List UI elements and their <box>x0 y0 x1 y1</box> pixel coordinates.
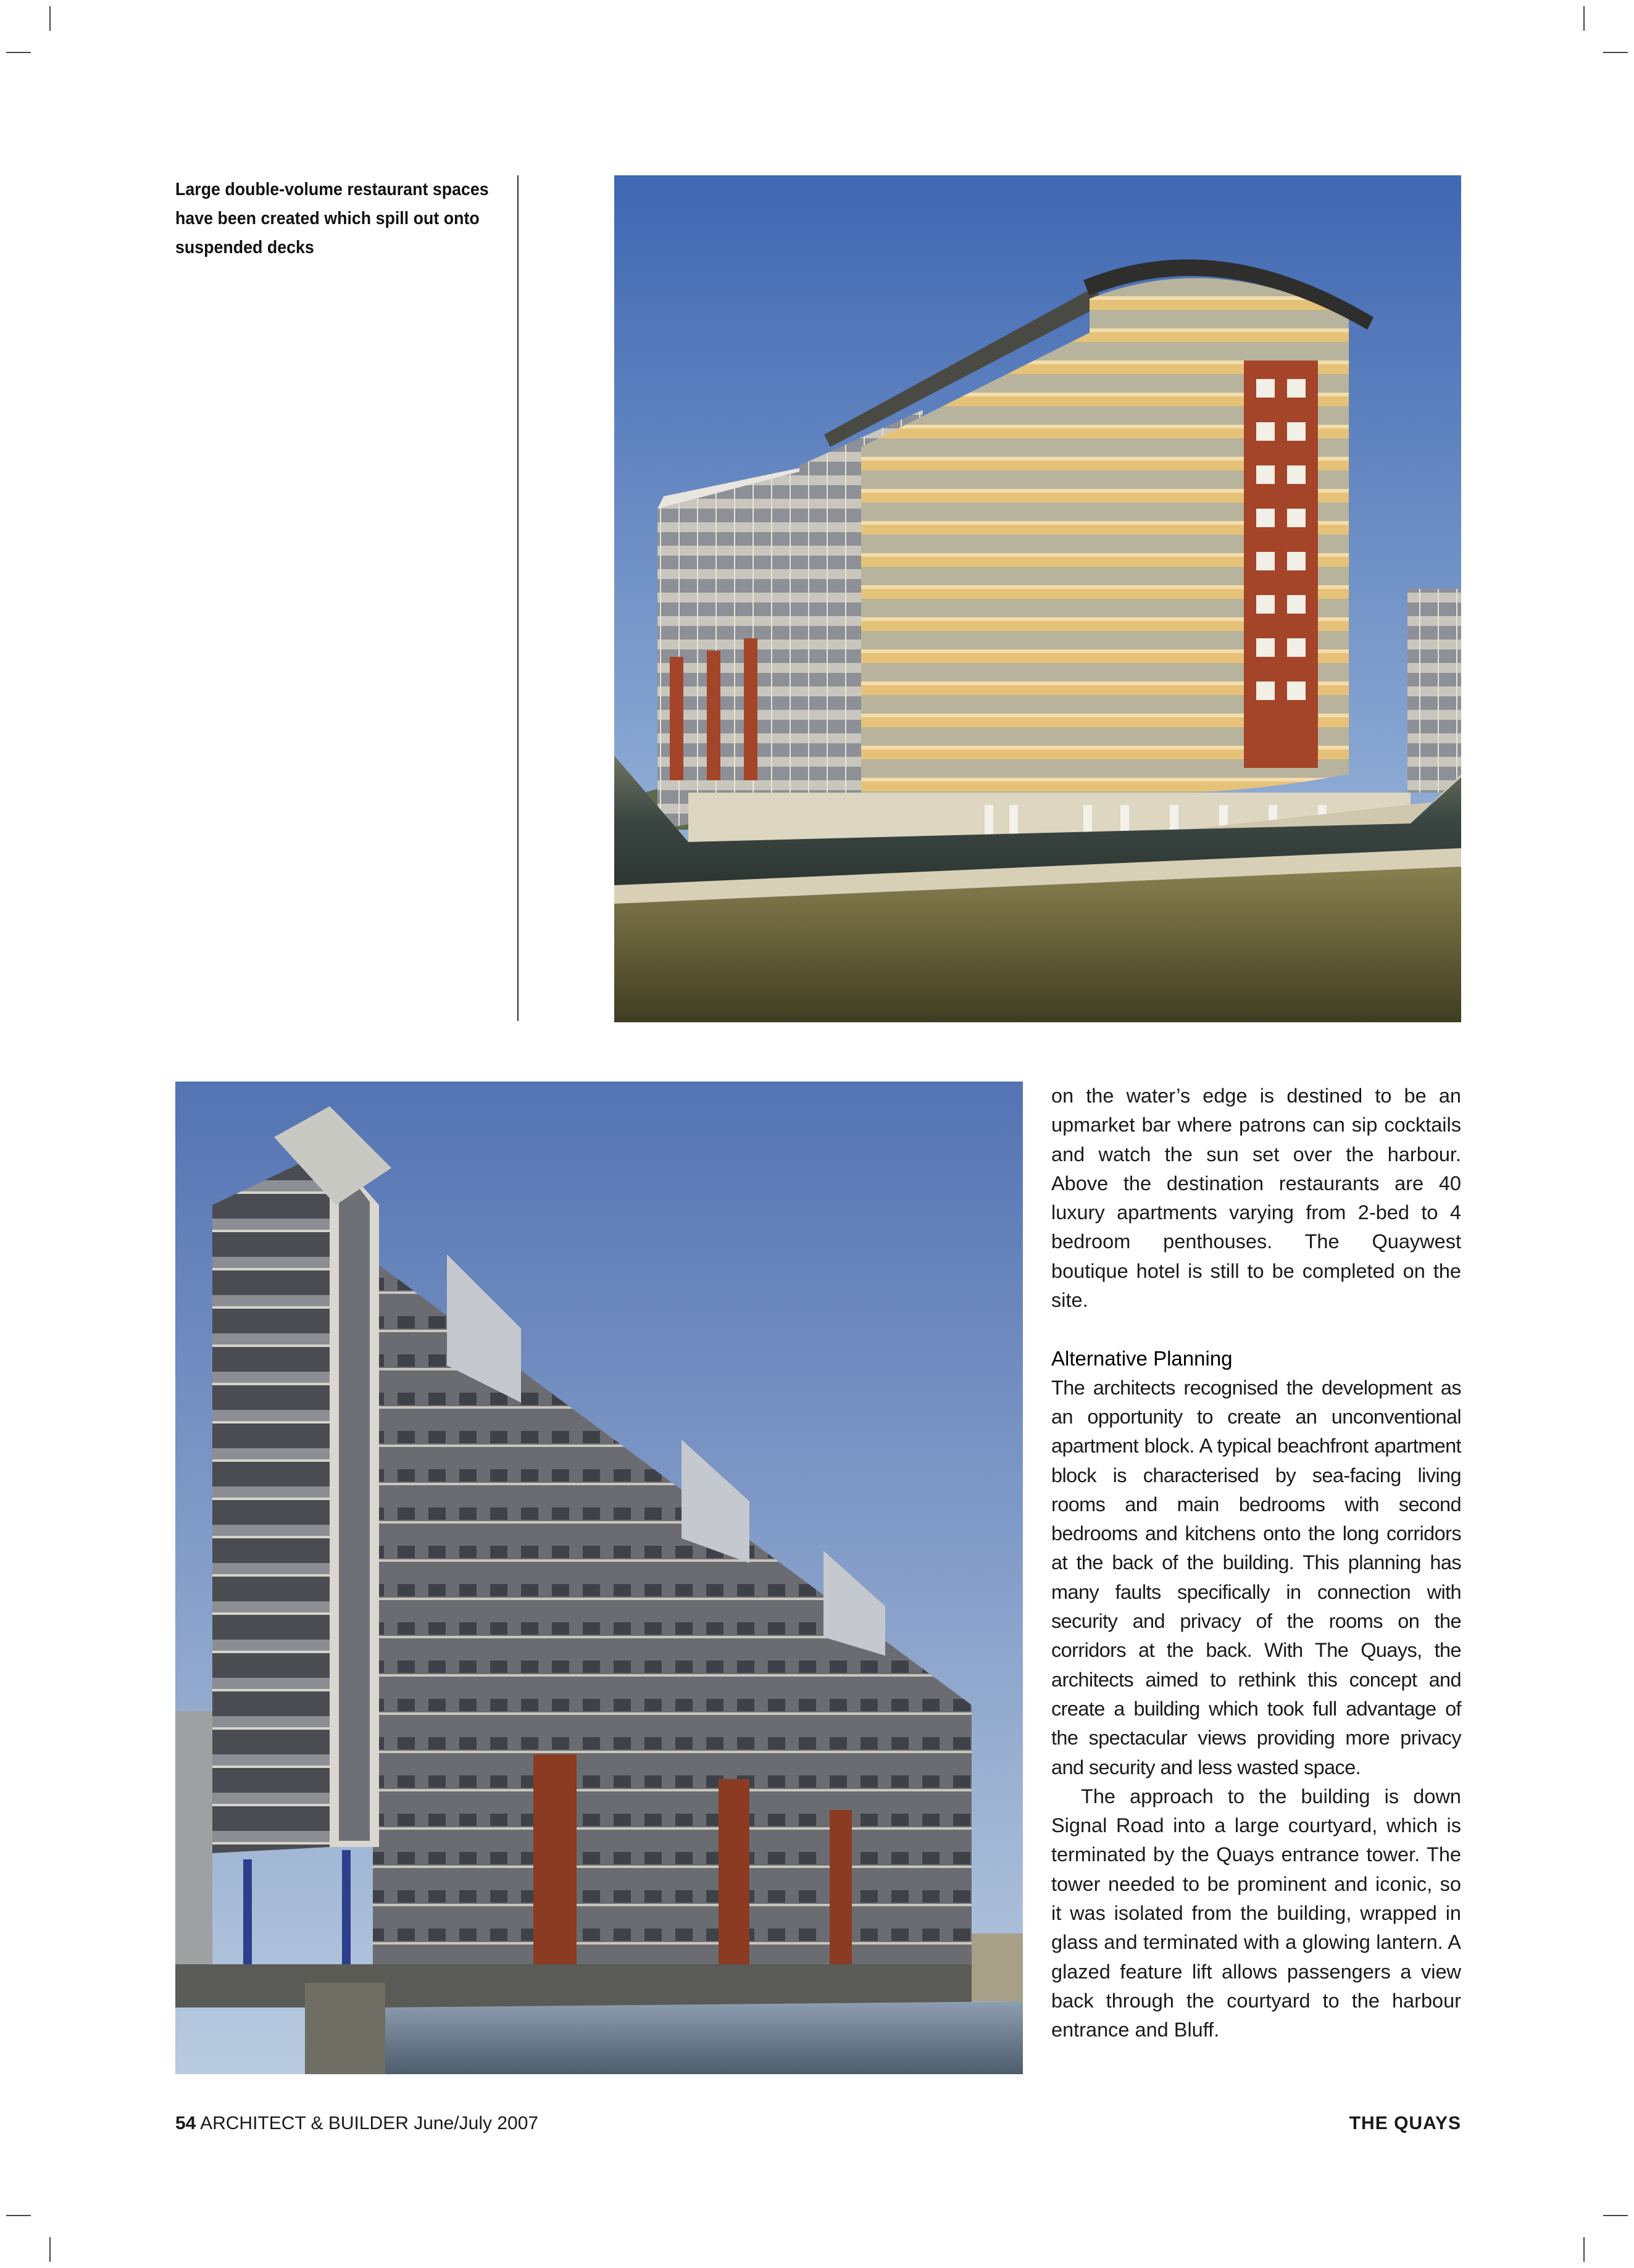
crop-mark <box>6 2215 31 2216</box>
caption-divider <box>517 175 519 1021</box>
section-name: THE QUAYS <box>1349 2113 1461 2133</box>
page-footer-left <box>175 2110 538 2137</box>
page-number: 54 <box>175 2113 196 2133</box>
article-paragraph: The approach to the building is down Signal Road into a large courtyard, which is terminated by the Quays entrance tower. The tower needed to be prominent and iconic, so it was isolated from the building, wrapped in glass and terminated with a glowing lantern. A glazed feature lift allows passengers a view back through the courtyard to the harbour entrance and Bluff. <box>1051 1785 1461 2041</box>
crop-mark <box>1583 2237 1585 2262</box>
crop-mark <box>1603 2215 1628 2216</box>
crop-mark <box>49 6 51 31</box>
caption-line: Large double-volume restaurant spaces <box>175 180 489 199</box>
crop-mark <box>49 2237 51 2262</box>
crop-mark <box>1603 52 1628 53</box>
publication-name: ARCHITECT & BUILDER <box>200 2113 409 2133</box>
caption-line: suspended decks <box>175 238 314 257</box>
article-body <box>1051 1082 1461 2045</box>
crop-mark <box>1583 6 1585 31</box>
caption-line: have been created which spill out onto <box>175 209 480 228</box>
photo-caption <box>175 175 500 262</box>
photo-curved-tower-image <box>614 175 1461 1022</box>
article-intro: on the water’s edge is destined to be an upmarket bar where patrons can sip cocktails and watch the sun set over the harbour. Above the destination restaurants are 40 luxury apartments varying from 2-bed to 4 bedroom penthouses. The Quaywest boutique hotel is still to be completed on the site. <box>1051 1085 1461 1312</box>
issue-date: June/July 2007 <box>414 2113 539 2133</box>
crop-mark <box>6 52 31 53</box>
photo-stepped-block <box>175 1082 1023 2074</box>
photo-curved-tower <box>614 175 1461 1022</box>
article-paragraph: The architects recognised the development as an opportunity to create an unconventional apartment block. A typical beachfront apartment block is characterised by sea-facing living rooms and main bedrooms with second bedrooms and kitchens onto the long corridors at the back of the building. This planning has many faults specifically in connection with security and privacy of the rooms on the corridors at the back. With The Quays, the architects aimed to rethink this concept and create a building which took full advantage of the spectacular views providing more privacy and security and less wasted space. <box>1051 1376 1461 1778</box>
photo-stepped-block-image <box>175 1082 1023 2074</box>
section-heading: Alternative Planning <box>1051 1347 1233 1370</box>
